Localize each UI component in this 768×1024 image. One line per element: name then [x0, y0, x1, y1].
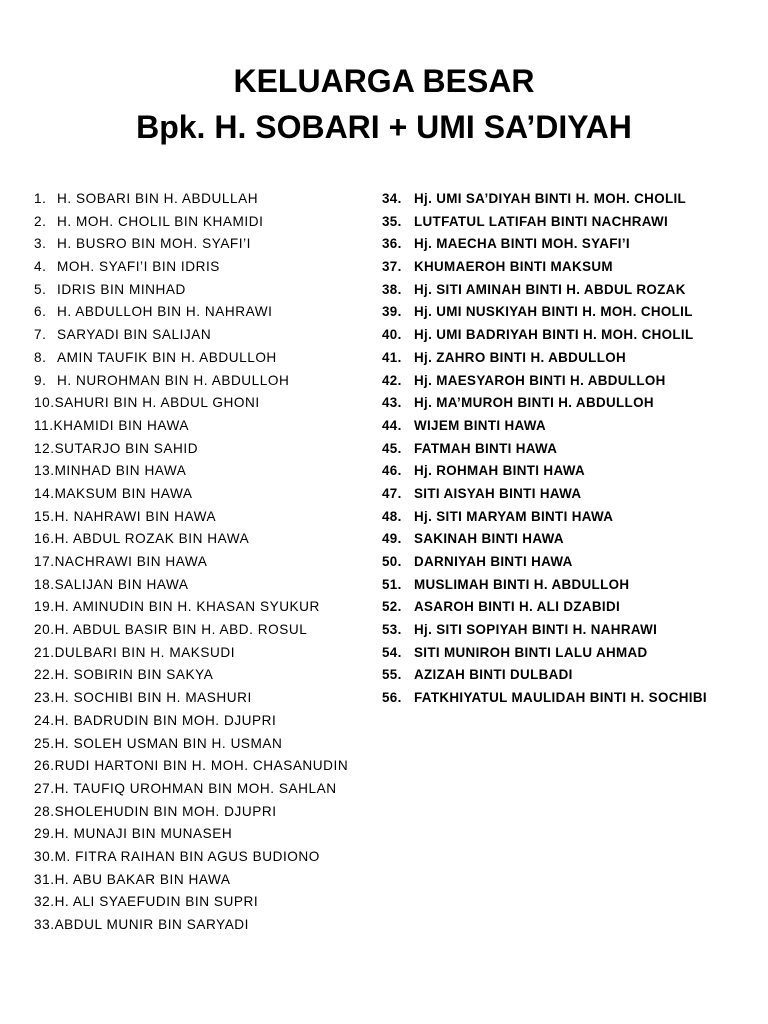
list-item	[382, 506, 762, 529]
list-item-number: 44.	[382, 417, 402, 433]
list-item-name: KHAMIDI BIN HAWA	[53, 417, 189, 433]
list-item	[34, 301, 374, 324]
list-item-name: SITI MUNIROH BINTI LALU AHMAD	[414, 644, 648, 660]
list-item-number: 48.	[382, 508, 402, 524]
list-item-name: AMIN TAUFIK BIN H. ABDULLOH	[57, 349, 277, 365]
list-item-number: 30.	[34, 848, 55, 864]
list-item-number: 20.	[34, 622, 55, 638]
list-item-name: SITI AISYAH BINTI HAWA	[414, 485, 582, 501]
list-item	[34, 710, 374, 733]
list-item	[34, 438, 374, 461]
list-item	[382, 642, 762, 665]
list-item	[34, 279, 374, 302]
list-item-number: 40.	[382, 327, 402, 343]
list-item-name: H. BUSRO BIN MOH. SYAFI’I	[57, 236, 252, 252]
list-item-name: LUTFATUL LATIFAH BINTI NACHRAWI	[414, 213, 669, 229]
list-item	[34, 891, 374, 914]
list-item-number: 21.	[34, 644, 55, 660]
list-item-name: H. SOLEH USMAN BIN H. USMAN	[54, 735, 283, 751]
list-item	[34, 755, 374, 778]
list-item-number: 3.	[34, 236, 47, 252]
list-item	[34, 687, 374, 710]
list-item-number: 11.	[34, 417, 54, 433]
list-item-number: 47.	[382, 485, 402, 501]
list-item-number: 8.	[34, 349, 47, 365]
list-item-name: H. AMINUDIN BIN H. KHASAN SYUKUR	[54, 599, 320, 615]
list-item	[382, 687, 762, 710]
list-item	[34, 733, 374, 756]
list-item-name: Hj. MA’MUROH BINTI H. ABDULLOH	[414, 395, 654, 411]
list-item	[34, 846, 374, 869]
list-item-name: MUSLIMAH BINTI H. ABDULLOH	[414, 576, 630, 592]
list-item-name: KHUMAEROH BINTI MAKSUM	[414, 259, 613, 275]
list-item	[34, 551, 374, 574]
list-item	[34, 370, 374, 393]
family-list-right	[382, 188, 762, 710]
list-item	[382, 415, 762, 438]
list-item-name: H. ABDUL ROZAK BIN HAWA	[54, 531, 250, 547]
list-item-name: Hj. ROHMAH BINTI HAWA	[414, 463, 586, 479]
list-item-name: WIJEM BINTI HAWA	[414, 417, 547, 433]
list-item-name: M. FITRA RAIHAN BIN AGUS BUDIONO	[54, 848, 320, 864]
list-item-number: 5.	[34, 281, 47, 297]
list-item-number: 22.	[34, 667, 55, 683]
list-item-number: 53.	[382, 622, 402, 638]
list-item-name: DARNIYAH BINTI HAWA	[414, 554, 573, 569]
list-item-number: 36.	[382, 236, 402, 252]
list-item-name: AZIZAH BINTI DULBADI	[414, 667, 573, 683]
list-item-number: 16.	[34, 531, 55, 547]
list-item-number: 25.	[34, 735, 55, 751]
list-item	[382, 438, 762, 461]
list-item-number: 54.	[382, 644, 402, 660]
list-item-number: 42.	[382, 372, 402, 388]
list-item-name: IDRIS BIN MINHAD	[57, 281, 186, 297]
list-item-name: H. BADRUDIN BIN MOH. DJUPRI	[54, 712, 277, 728]
list-item-number: 45.	[382, 440, 402, 456]
list-item	[382, 574, 762, 597]
list-item-number: 39.	[382, 304, 402, 320]
list-item-number: 18.	[34, 576, 55, 592]
list-item	[382, 279, 762, 302]
list-item-name: H. MUNAJI BIN MUNASEH	[54, 826, 233, 842]
list-item-number: 35.	[382, 213, 402, 229]
list-item	[34, 642, 374, 665]
list-item-number: 9.	[34, 372, 47, 388]
list-item	[34, 664, 374, 687]
list-item	[382, 392, 762, 415]
list-item	[34, 869, 374, 892]
list-item-name: NACHRAWI BIN HAWA	[54, 554, 208, 569]
list-item-name: ASAROH BINTI H. ALI DZABIDI	[414, 599, 621, 615]
list-item-number: 28.	[34, 803, 55, 819]
list-item-name: H. ABU BAKAR BIN HAWA	[54, 871, 231, 887]
list-item-name: SHOLEHUDIN BIN MOH. DJUPRI	[54, 803, 277, 819]
list-item-name: SAKINAH BINTI HAWA	[414, 531, 564, 547]
list-item-name: H. NUROHMAN BIN H. ABDULLOH	[57, 372, 290, 388]
list-item-number: 46.	[382, 463, 402, 479]
list-item	[382, 188, 762, 211]
list-item	[34, 778, 374, 801]
list-item	[382, 301, 762, 324]
list-item	[382, 233, 762, 256]
list-item-number: 1.	[34, 191, 47, 206]
page-title: KELUARGA BESAR	[233, 63, 535, 99]
list-item-name: FATKHIYATUL MAULIDAH BINTI H. SOCHIBI	[414, 690, 707, 706]
list-item	[382, 483, 762, 506]
list-item-number: 6.	[34, 304, 47, 320]
list-item	[34, 619, 374, 642]
list-item-name: SARYADI BIN SALIJAN	[57, 327, 212, 343]
list-item	[34, 574, 374, 597]
list-item	[34, 233, 374, 256]
list-item-number: 31.	[34, 871, 55, 887]
list-item	[34, 460, 374, 483]
list-item	[382, 528, 762, 551]
list-item-number: 43.	[382, 395, 402, 411]
list-item-name: Hj. UMI NUSKIYAH BINTI H. MOH. CHOLIL	[414, 304, 693, 320]
list-item	[34, 801, 374, 824]
list-item-name: H. SOCHIBI BIN H. MASHURI	[54, 690, 252, 706]
list-item-number: 37.	[382, 259, 402, 275]
list-item-number: 33.	[34, 917, 55, 932]
list-item-name: H. MOH. CHOLIL BIN KHAMIDI	[57, 213, 264, 229]
list-item-name: SALIJAN BIN HAWA	[54, 576, 189, 592]
list-item-number: 26.	[34, 758, 55, 774]
list-item-number: 56.	[382, 690, 402, 706]
list-item-number: 19.	[34, 599, 55, 615]
list-item-name: Hj. SITI AMINAH BINTI H. ABDUL ROZAK	[414, 281, 686, 297]
list-item-number: 51.	[382, 576, 402, 592]
list-item-number: 17.	[34, 554, 55, 569]
list-item	[34, 483, 374, 506]
list-item	[382, 347, 762, 370]
list-item	[382, 211, 762, 234]
list-item-number: 13.	[34, 463, 55, 479]
list-item-name: H. SOBARI BIN H. ABDULLAH	[57, 191, 259, 206]
list-item-number: 52.	[382, 599, 402, 615]
list-item-name: DULBARI BIN H. MAKSUDI	[54, 644, 236, 660]
list-item-number: 15.	[34, 508, 55, 524]
list-item-name: Hj. MAESYAROH BINTI H. ABDULLOH	[414, 372, 666, 388]
list-item-name: Hj. ZAHRO BINTI H. ABDULLOH	[414, 349, 627, 365]
list-item-name: H. ABDULLOH BIN H. NAHRAWI	[57, 304, 273, 320]
list-item	[34, 528, 374, 551]
family-list-left	[34, 188, 374, 937]
list-item-name: MAKSUM BIN HAWA	[54, 485, 193, 501]
list-item-name: H. ABDUL BASIR BIN H. ABD. ROSUL	[54, 622, 308, 638]
list-item	[34, 347, 374, 370]
list-item-name: Hj. SITI SOPIYAH BINTI H. NAHRAWI	[414, 622, 658, 638]
list-item-name: Hj. MAECHA BINTI MOH. SYAFI’I	[414, 236, 630, 252]
list-item	[382, 664, 762, 687]
list-item-name: SUTARJO BIN SAHID	[54, 440, 199, 456]
list-item-name: H. ALI SYAEFUDIN BIN SUPRI	[54, 894, 259, 910]
list-item-name: Hj. UMI SA’DIYAH BINTI H. MOH. CHOLIL	[414, 191, 687, 206]
list-item-name: FATMAH BINTI HAWA	[414, 440, 558, 456]
list-item-number: 10.	[34, 395, 55, 411]
list-item-name: MINHAD BIN HAWA	[54, 463, 187, 479]
list-item-number: 23.	[34, 690, 55, 706]
list-item	[382, 596, 762, 619]
list-item	[382, 256, 762, 279]
list-item-number: 24.	[34, 712, 55, 728]
list-item-number: 29.	[34, 826, 55, 842]
list-item-name: H. SOBIRIN BIN SAKYA	[54, 667, 214, 683]
list-item-name: SAHURI BIN H. ABDUL GHONI	[54, 395, 260, 411]
list-item-number: 55.	[382, 667, 402, 683]
list-item	[382, 551, 762, 574]
page-subtitle: Bpk. H. SOBARI + UMI SA’DIYAH	[136, 109, 632, 145]
list-item	[382, 460, 762, 483]
list-item-number: 38.	[382, 281, 402, 297]
list-item	[34, 324, 374, 347]
list-item-number: 12.	[34, 440, 55, 456]
list-item-number: 7.	[34, 327, 47, 343]
list-item	[34, 392, 374, 415]
list-item-name: RUDI HARTONI BIN H. MOH. CHASANUDIN	[54, 758, 349, 774]
list-item-name: H. NAHRAWI BIN HAWA	[54, 508, 217, 524]
list-item	[34, 415, 374, 438]
list-item	[382, 324, 762, 347]
list-item-number: 27.	[34, 780, 55, 796]
list-item	[34, 211, 374, 234]
list-item-number: 4.	[34, 259, 47, 275]
list-item-name: ABDUL MUNIR BIN SARYADI	[54, 917, 250, 932]
list-item	[382, 370, 762, 393]
list-item-name: Hj. UMI BADRIYAH BINTI H. MOH. CHOLIL	[414, 327, 694, 343]
list-item-number: 34.	[382, 191, 402, 206]
list-item-number: 41.	[382, 349, 402, 365]
list-item-number: 14.	[34, 485, 55, 501]
list-item	[34, 506, 374, 529]
list-item	[382, 619, 762, 642]
list-item-name: H. TAUFIQ UROHMAN BIN MOH. SAHLAN	[54, 780, 337, 796]
list-item-number: 32.	[34, 894, 55, 910]
list-item-name: MOH. SYAFI’I BIN IDRIS	[57, 259, 220, 275]
list-item-number: 49.	[382, 531, 402, 547]
list-item	[34, 823, 374, 846]
list-item-number: 50.	[382, 554, 402, 569]
list-item	[34, 256, 374, 279]
list-item-name: Hj. SITI MARYAM BINTI HAWA	[414, 508, 614, 524]
list-item	[34, 914, 374, 937]
list-item	[34, 596, 374, 619]
list-item-number: 2.	[34, 213, 47, 229]
list-item	[34, 188, 374, 211]
